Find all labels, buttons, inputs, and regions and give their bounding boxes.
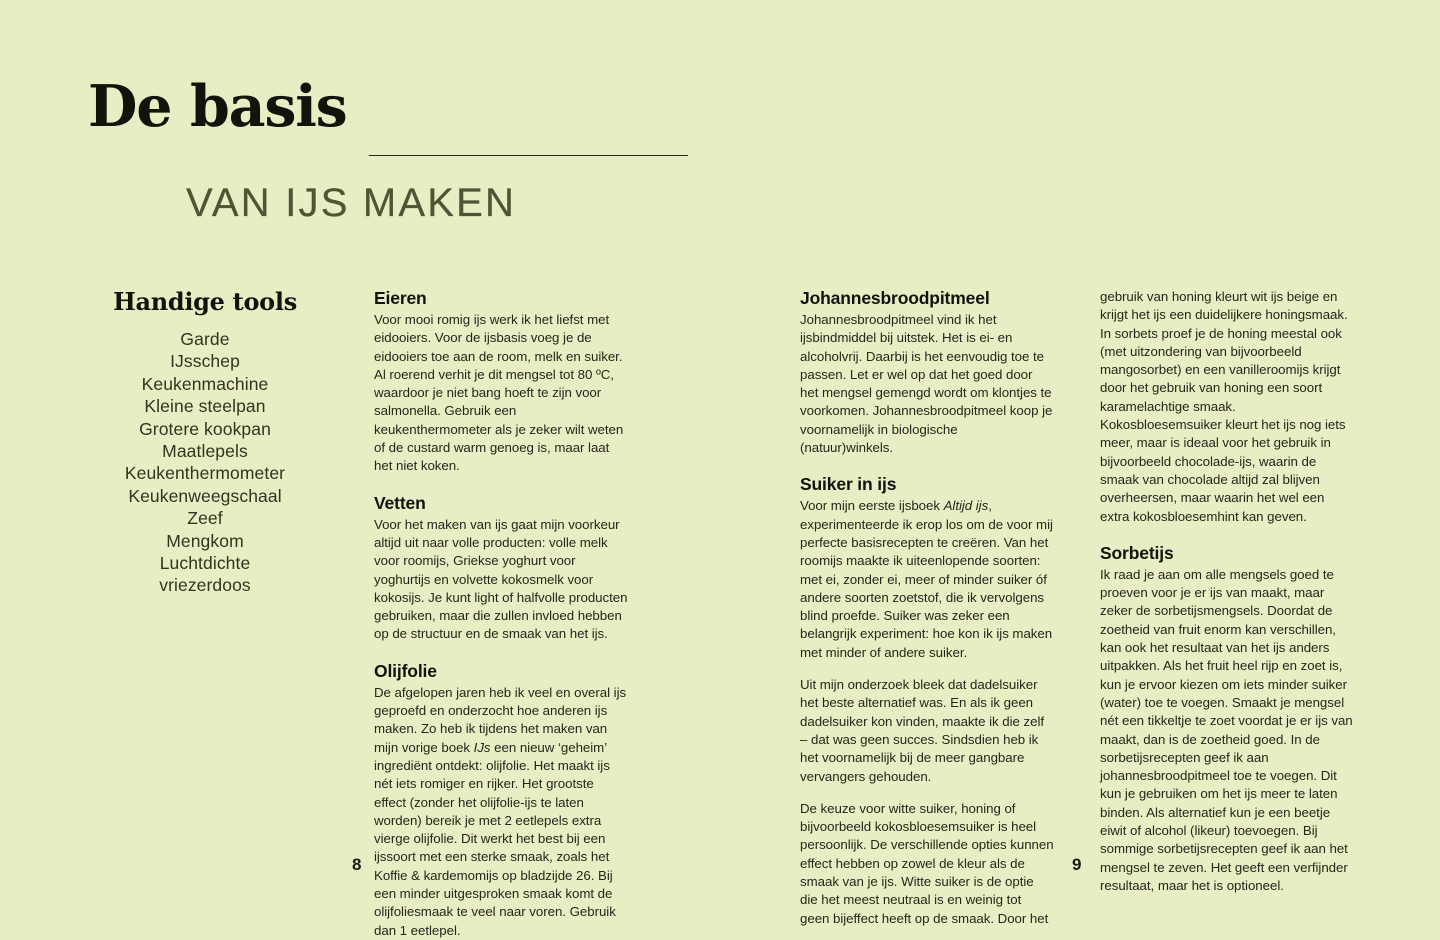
column-tools [112,288,298,597]
section-heading-vetten: Vetten [374,492,426,513]
masthead [88,72,688,226]
list-item: Kleine steelpan [144,396,266,417]
list-item: Grotere kookpan [139,418,271,439]
olijfolie-text-after-booktitle: een nieuw ‘geheim’ ingrediënt ontdekt: olijfolie. Het maakt ijs nét iets romiger en rijker. Het grootste effect (zonder het olijfolie-ijs te laten worden) bereik je met 2 eetlepels extra vierge olijfolie. Dit werkt het best bij een ijssoort met een sterke smaak, zoals het Koffie & kardemomijs op bladzijde 26. Bij een minder uitgesproken smaak komt de olijfoliesmaak te veel naar voren. Gebruik dan 1 eetlepel. [374,739,616,938]
section-heading-johannesbroodpitmeel: Johannesbroodpitmeel [800,288,990,308]
list-item: Luchtdichte vriezerdoos [159,553,251,596]
section-heading-sorbetijs: Sorbetijs [1100,542,1174,563]
tools-heading: Handige tools [113,287,297,316]
section-heading-suiker-in-ijs: Suiker in ijs [800,474,897,495]
title-divider-rule [369,155,688,156]
section-body-olijfolie [374,684,628,940]
section-body-suiker-paragraph-2: Uit mijn onderzoek bleek dat dadelsuiker het beste alternatief was. En als ik geen dadelsuiker kon vinden, maakte ik die zelf – dat was geen succes. Sindsdien heb ik het voornamelijk bij de meer gangbare vervangers gehouden. [800,677,1045,784]
list-item: Keukenthermometer [124,463,286,484]
section-heading-eieren: Eieren [374,288,427,308]
suiker-text-after-booktitle: , experimenteerde ik erop los om de voor mij perfecte basisrecepten te creëren. Van het roomijs maakte ik uiteenlopende soorten: met ei, zonder ei, meer of minder suiker óf andere soorten zoetstof, die ik vervolgens blind proefde. Suiker was zeker een belangrijk experiment: hoe kon ik ijs maken met minder of andere suiker. [800,498,1053,660]
book-title-ijs: IJs [473,739,491,755]
section-body-eieren: Voor mooi romig ijs werk ik het liefst met eidooiers. Voor de ijsbasis voeg je de eidooiers toe aan de room, melk en suiker. Al roerend verhit je dit mengsel tot 80 ºC, waardoor je niet bang hoeft te zijn voor salmonella. Gebruik een keukenthermometer als je zeker wilt weten of de custard warm genoeg is, maar laat het niet koken. [374,312,624,474]
olijfolie-text-before-booktitle: De afgelopen jaren heb ik veel en overal ijs geproefd en onderzocht hoe anderen ijs maken. Zo heb ik tijdens het maken van mijn vorige boek [374,684,627,755]
section-body-suiker-paragraph-1 [800,497,1054,662]
list-item: Maatlepels [162,441,248,462]
book-title-altijd-ijs: Altijd ijs [943,498,989,514]
section-body-johannesbroodpitmeel: Johannesbroodpitmeel vind ik het ijsbindmiddel bij uitstek. Het is ei- en alcoholvrij. Daarbij is het eenvoudig toe te passen. Let er wel op dat het goed door het mengsel gemengd wordt om klontjes te voorkomen. Johannesbroodpitmeel koop je voornamelijk in biologische (natuur)winkels. [800,312,1053,456]
column-left-body [374,288,628,940]
columns-container [0,287,1440,938]
page-number-right: 9 [1072,855,1082,874]
section-body-suiker-paragraph-3-continued: gebruik van honing kleurt wit ijs beige en krijgt het ijs een duidelijkere honingsmaak. In sorbets proef je de honing meestal ook (met uitzondering van bijvoorbeeld mangosorbet) en een vanilleroomijs krijgt door het gebruik van honing een soort karamelachtige smaak. Kokosbloesemsuiker kleurt het ijs nog iets meer, maar is ideaal voor het gebruik in bijvoorbeeld chocolade-ijs, waarin de smaak van chocolade altijd zal blijven overheersen, maar waarin het wel een extra kokosbloesemhint kan geven. [1100,289,1348,524]
column-right-body-second [1100,288,1354,895]
section-body-vetten: Voor het maken van ijs gaat mijn voorkeur altijd uit naar volle producten: volle melk voor roomijs, Griekse yoghurt voor yoghurtijs en volvette kokosmelk voor kokosijs. Je kunt light of halfvolle producten gebruiken, maar die zullen invloed hebben op de structuur en de smaak van het ijs. [374,516,628,642]
list-item: Keukenweegschaal [128,485,282,506]
page-title: De basis [88,72,347,140]
list-item: IJsschep [170,351,240,372]
page-subtitle: VAN IJS MAKEN [186,181,517,225]
section-body-suiker-paragraph-3: De keuze voor witte suiker, honing of bijvoorbeeld kokosbloesemsuiker is heel persoonlijk. De verschillende opties kunnen effect hebben op zowel de kleur als de smaak van je ijs. Witte suiker is de optie die het meest neutraal is en weinig tot geen bijeffect heeft op de smaak. Door het [800,800,1054,926]
list-item: Keukenmachine [141,373,269,394]
section-heading-olijfolie: Olijfolie [374,660,437,681]
list-item: Zeef [187,508,223,529]
page-number-left: 8 [352,855,362,874]
column-right-body-first [800,288,1054,928]
suiker-text-before-booktitle: Voor mijn eerste ijsboek [800,498,944,514]
title-row [88,72,688,174]
section-body-sorbetijs: Ik raad je aan om alle mengsels goed te proeven voor je er ijs van maakt, maar zeker de sorbetijsmengsels. Doordat de zoetheid van fruit enorm kan verschillen, kan ook het resultaat van het ijs anders uitpakken. Als het fruit heel rijp en zoet is, kun je ervoor kiezen om iets minder suiker (water) toe te voegen. Smaakt je mengsel nét een tikkeltje te zoet voordat je er ijs van maakt, dan is de zoetheid goed. In de sorbetijsrecepten geef ik aan johannesbroodpitmeel toe te voegen. Dit kun je gebruiken om het ijs meer te laten binden. Als alternatief kun je een beetje eiwit of alcohol (likeur) toevoegen. Bij sommige sorbetijsrecepten geef ik aan het mengsel te zeven. Het geeft een verfijnder resultaat, maar het is optioneel. [1100,566,1353,893]
list-item: Mengkom [166,530,244,551]
list-item: Garde [180,329,230,349]
tools-list [112,328,298,597]
